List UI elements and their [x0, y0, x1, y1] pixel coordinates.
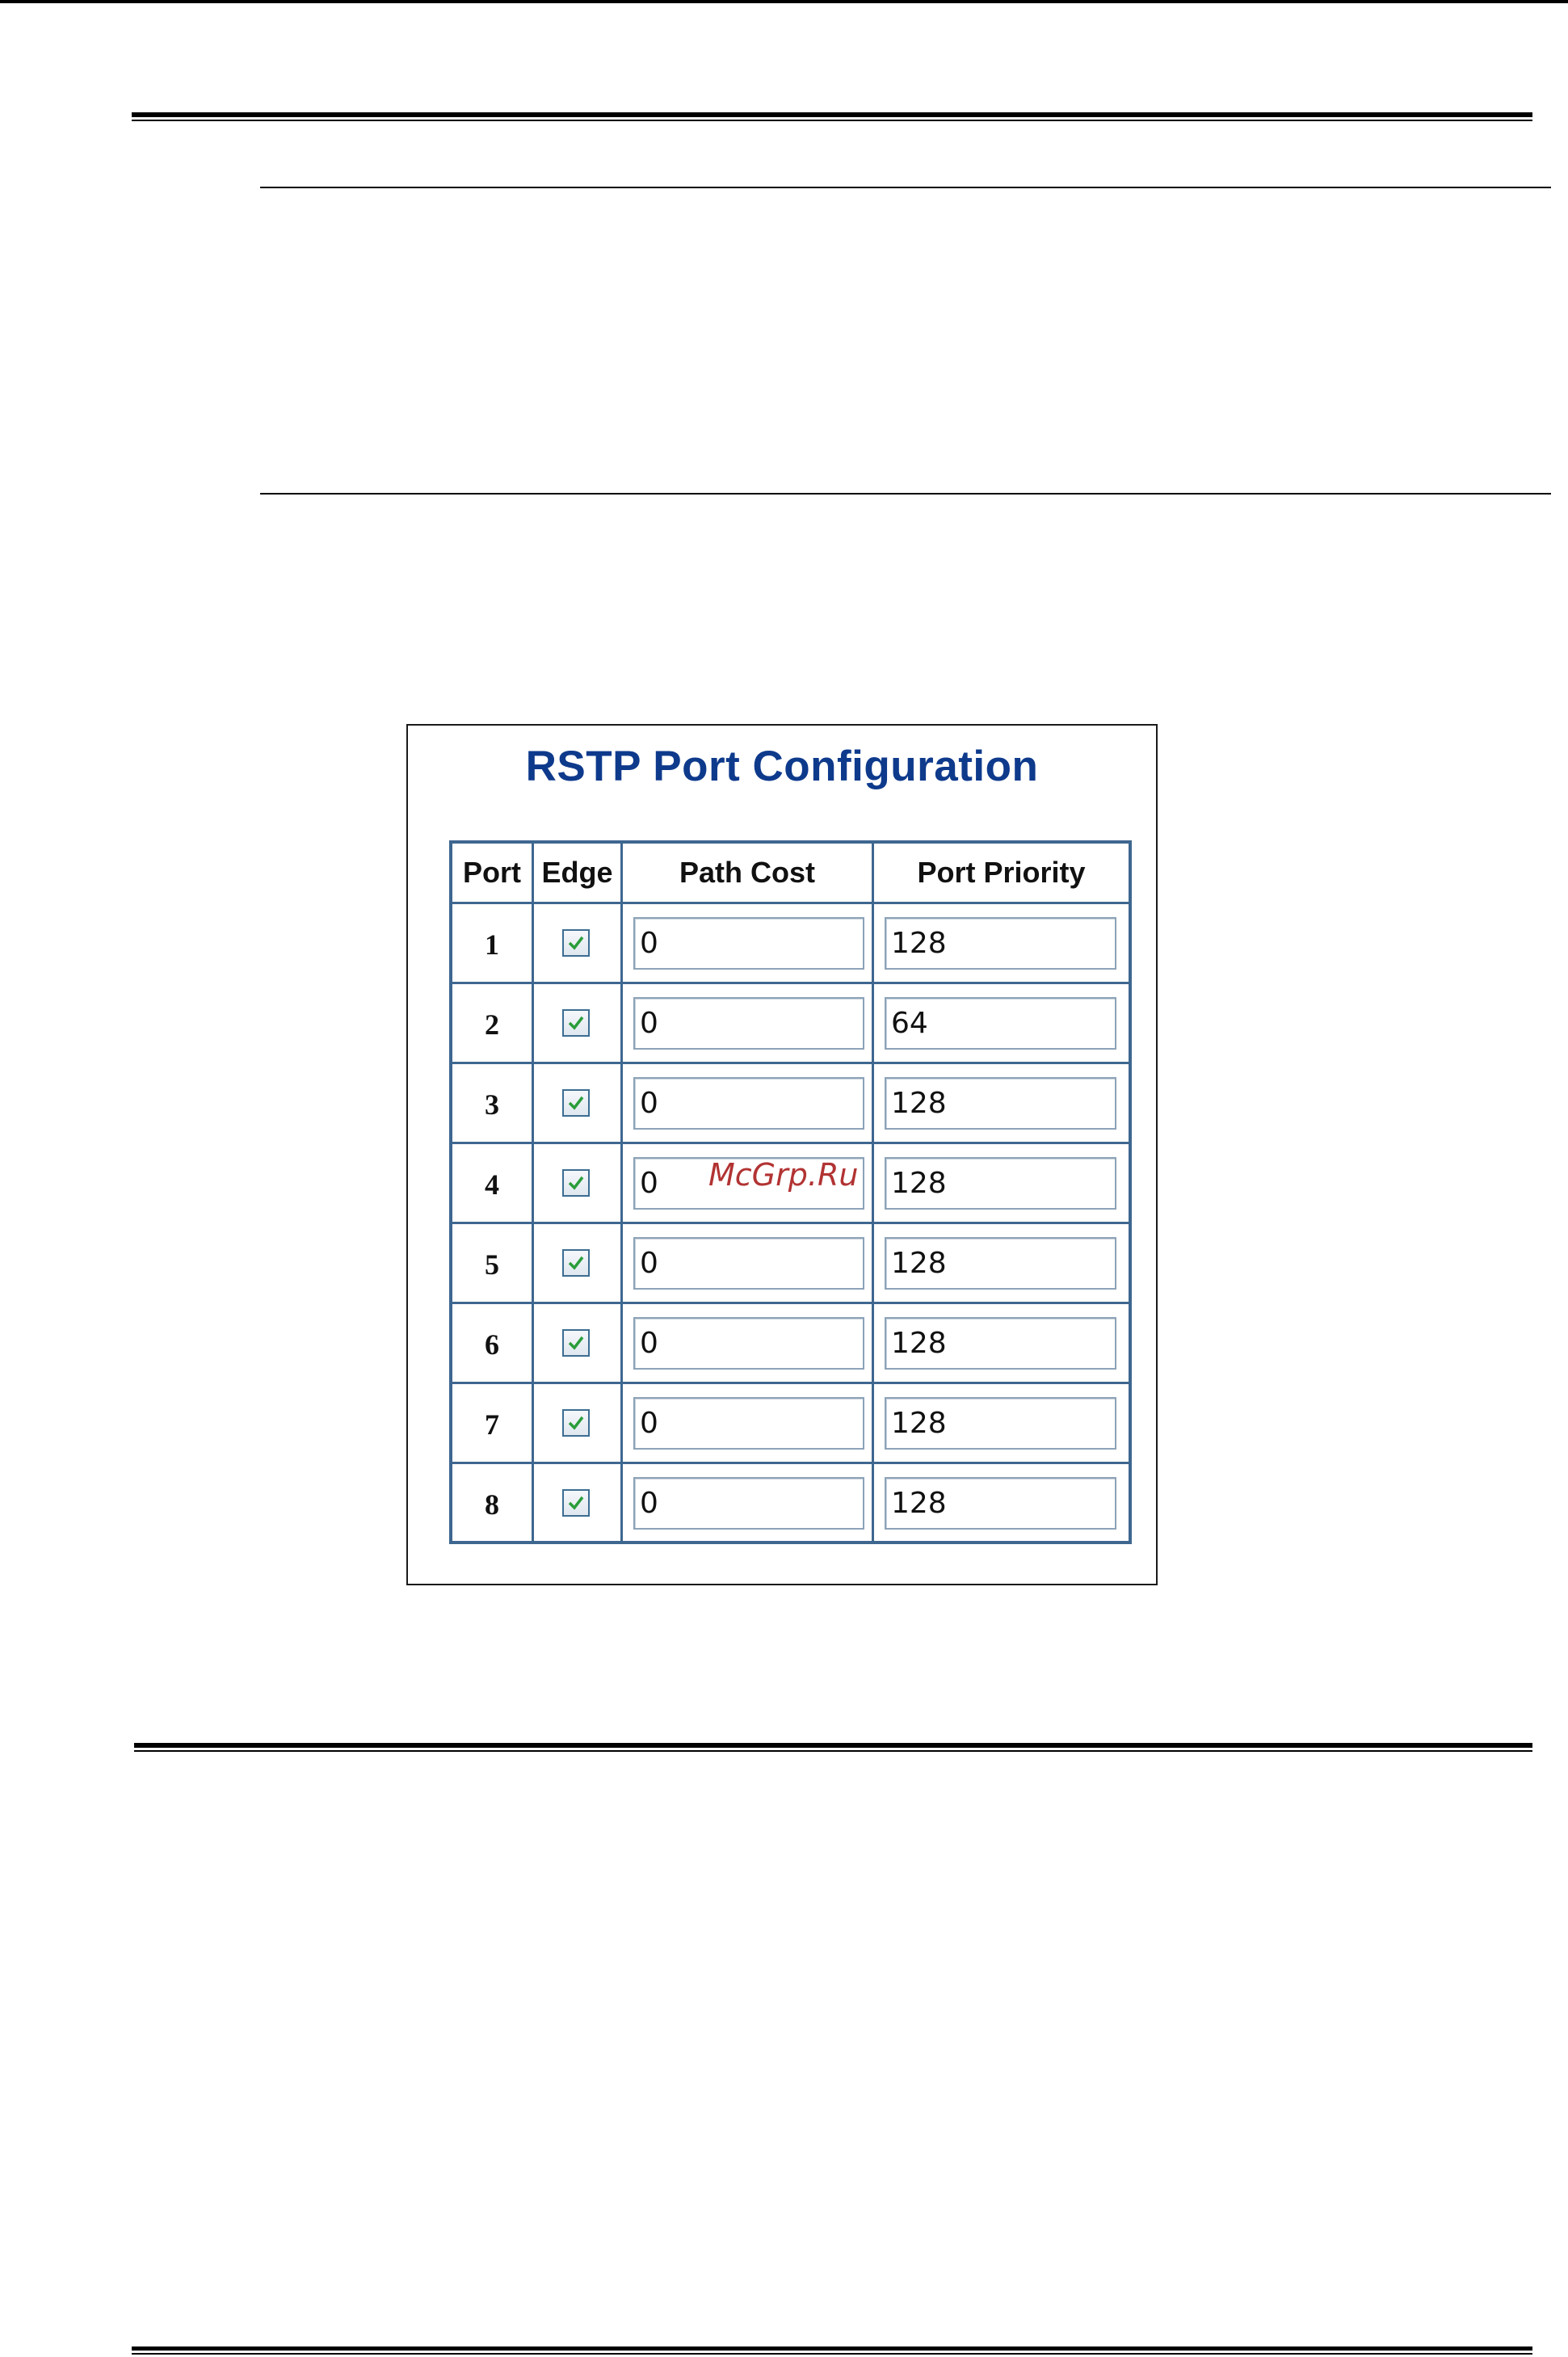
path-cost-input[interactable]: 0	[633, 1477, 864, 1530]
edge-checkbox[interactable]	[562, 1089, 590, 1117]
column-header-path-cost: Path Cost	[679, 856, 815, 889]
edge-checkbox[interactable]	[562, 1009, 590, 1037]
check-icon	[566, 1093, 586, 1113]
port-number: 4	[485, 1168, 499, 1201]
column-header-port-priority: Port Priority	[917, 856, 1086, 889]
edge-checkbox[interactable]	[562, 1489, 590, 1517]
edge-checkbox[interactable]	[562, 1169, 590, 1197]
port-priority-input[interactable]: 128	[885, 1077, 1116, 1130]
port-number: 7	[485, 1408, 499, 1441]
edge-checkbox[interactable]	[562, 929, 590, 957]
table-row	[452, 1304, 1129, 1384]
path-cost-input[interactable]: 0	[633, 1237, 864, 1290]
port-number: 6	[485, 1328, 499, 1361]
port-priority-input[interactable]: 128	[885, 1237, 1116, 1290]
section-rule-upper	[260, 187, 1551, 188]
path-cost-input[interactable]: 0	[633, 997, 864, 1050]
table-row	[452, 984, 1129, 1064]
table-row	[452, 904, 1129, 984]
table-row	[452, 1064, 1129, 1144]
middle-double-rule	[134, 1743, 1532, 1748]
top-border-line	[0, 0, 1568, 3]
port-number: 1	[485, 928, 499, 961]
path-cost-input[interactable]: 0	[633, 1397, 864, 1450]
port-number: 2	[485, 1008, 499, 1041]
rstp-port-configuration-panel	[406, 724, 1158, 1585]
footer-double-rule	[132, 2346, 1532, 2351]
path-cost-input[interactable]: 0	[633, 917, 864, 970]
check-icon	[566, 933, 586, 953]
panel-title: RSTP Port Configuration	[525, 743, 1039, 790]
header-double-rule-inner	[132, 120, 1532, 121]
port-number: 8	[485, 1488, 499, 1521]
check-icon	[566, 1013, 586, 1033]
table-row	[452, 1224, 1129, 1304]
check-icon	[566, 1173, 586, 1193]
check-icon	[566, 1253, 586, 1273]
path-cost-input[interactable]: 0	[633, 1317, 864, 1370]
port-priority-input[interactable]: 64	[885, 997, 1116, 1050]
table-row	[452, 1384, 1129, 1464]
edge-checkbox[interactable]	[562, 1329, 590, 1357]
check-icon	[566, 1413, 586, 1433]
port-priority-input[interactable]: 128	[885, 1397, 1116, 1450]
table-row	[452, 1464, 1129, 1544]
port-priority-input[interactable]: 128	[885, 917, 1116, 970]
path-cost-input[interactable]: 0	[633, 1157, 864, 1210]
port-priority-input[interactable]: 128	[885, 1157, 1116, 1210]
path-cost-input[interactable]: 0	[633, 1077, 864, 1130]
check-icon	[566, 1493, 586, 1513]
edge-checkbox[interactable]	[562, 1409, 590, 1437]
header-double-rule	[132, 112, 1532, 117]
check-icon	[566, 1333, 586, 1353]
footer-double-rule-inner	[132, 2353, 1532, 2355]
watermark: McGrp.Ru	[708, 1157, 859, 1193]
port-number: 3	[485, 1088, 499, 1121]
port-number: 5	[485, 1248, 499, 1281]
port-priority-input[interactable]: 128	[885, 1317, 1116, 1370]
middle-double-rule-inner	[134, 1750, 1532, 1752]
port-priority-input[interactable]: 128	[885, 1477, 1116, 1530]
edge-checkbox[interactable]	[562, 1249, 590, 1277]
column-header-port: Port	[463, 856, 521, 889]
section-rule-lower	[260, 493, 1551, 495]
column-header-edge: Edge	[541, 856, 613, 889]
